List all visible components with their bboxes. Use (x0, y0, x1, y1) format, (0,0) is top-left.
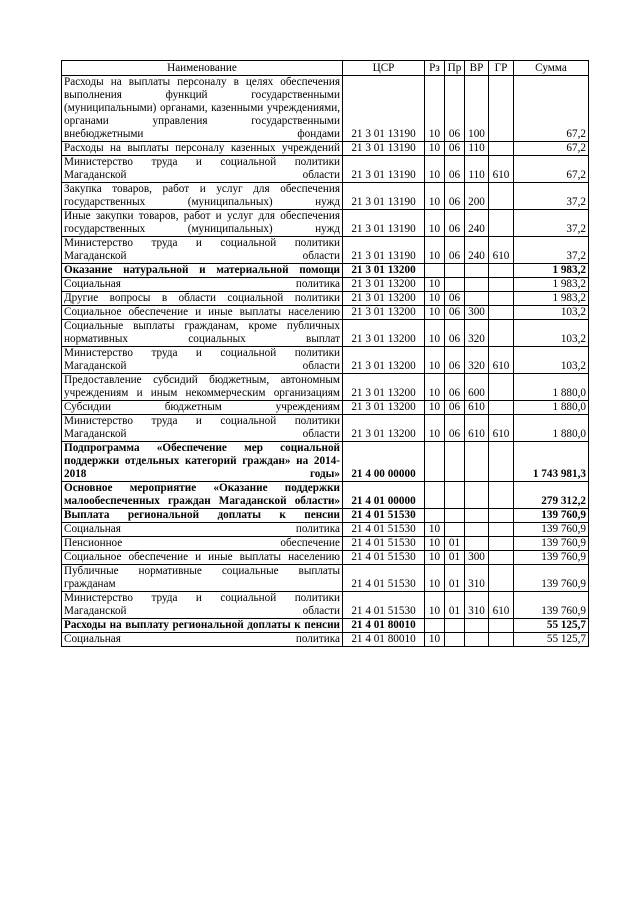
cell-pr (445, 482, 465, 509)
cell-vr: 240 (465, 237, 489, 264)
cell-sum: 139 760,9 (514, 537, 589, 551)
cell-name: Социальные выплаты гражданам, кроме публичных нормативных социальных выплат (62, 320, 343, 347)
cell-vr: 610 (465, 401, 489, 415)
cell-sum: 1 743 981,3 (514, 442, 589, 482)
cell-sum: 1 880,0 (514, 415, 589, 442)
cell-pr: 06 (445, 142, 465, 156)
cell-csr: 21 4 00 00000 (343, 442, 425, 482)
cell-name: Пенсионное обеспечение (62, 537, 343, 551)
cell-csr: 21 4 01 80010 (343, 633, 425, 647)
cell-name: Публичные нормативные социальные выплаты гражданам (62, 565, 343, 592)
cell-vr: 600 (465, 374, 489, 401)
header-sum: Сумма (514, 61, 589, 76)
cell-csr: 21 3 01 13190 (343, 210, 425, 237)
table-row (62, 210, 589, 237)
table-row (62, 183, 589, 210)
table-row (62, 347, 589, 374)
cell-rz: 10 (425, 237, 445, 264)
cell-name: Социальная политика (62, 633, 343, 647)
cell-name: Расходы на выплату региональной доплаты к пенсии (62, 619, 343, 633)
cell-vr: 320 (465, 347, 489, 374)
table-body (62, 76, 589, 647)
cell-sum: 139 760,9 (514, 551, 589, 565)
table-row (62, 156, 589, 183)
cell-pr (445, 523, 465, 537)
cell-csr: 21 3 01 13200 (343, 320, 425, 347)
cell-csr: 21 4 01 51530 (343, 592, 425, 619)
table-row (62, 565, 589, 592)
cell-gr (489, 210, 514, 237)
cell-gr (489, 565, 514, 592)
cell-gr (489, 401, 514, 415)
cell-name: Министерство труда и социальной политики Магаданской области (62, 237, 343, 264)
cell-rz: 10 (425, 210, 445, 237)
cell-vr (465, 537, 489, 551)
cell-sum: 67,2 (514, 142, 589, 156)
cell-vr: 110 (465, 142, 489, 156)
cell-pr: 06 (445, 374, 465, 401)
cell-vr: 300 (465, 306, 489, 320)
cell-csr: 21 3 01 13190 (343, 183, 425, 210)
cell-csr: 21 4 01 51530 (343, 523, 425, 537)
cell-gr (489, 509, 514, 523)
cell-pr (445, 264, 465, 278)
cell-pr (445, 633, 465, 647)
cell-pr: 06 (445, 347, 465, 374)
cell-sum: 279 312,2 (514, 482, 589, 509)
cell-sum: 1 880,0 (514, 401, 589, 415)
cell-rz: 10 (425, 278, 445, 292)
cell-gr: 610 (489, 592, 514, 619)
cell-pr: 01 (445, 537, 465, 551)
cell-rz: 10 (425, 592, 445, 619)
table-row (62, 320, 589, 347)
cell-vr (465, 442, 489, 482)
cell-pr: 01 (445, 592, 465, 619)
cell-vr: 320 (465, 320, 489, 347)
cell-sum: 139 760,9 (514, 565, 589, 592)
table-row (62, 292, 589, 306)
cell-name: Подпрограмма «Обеспечение мер социальной поддержки отдельных категорий граждан» на 2014-2018 годы» (62, 442, 343, 482)
table-row (62, 278, 589, 292)
table-row (62, 415, 589, 442)
cell-gr (489, 619, 514, 633)
cell-name: Оказание натуральной и материальной помощи (62, 264, 343, 278)
header-gr: ГР (489, 61, 514, 76)
cell-gr (489, 523, 514, 537)
cell-pr: 06 (445, 320, 465, 347)
cell-rz: 10 (425, 523, 445, 537)
table-row (62, 306, 589, 320)
cell-name: Социальная политика (62, 278, 343, 292)
cell-gr (489, 292, 514, 306)
table-row (62, 509, 589, 523)
cell-gr (489, 537, 514, 551)
cell-gr (489, 633, 514, 647)
cell-csr: 21 4 01 51530 (343, 565, 425, 592)
table-row (62, 619, 589, 633)
cell-csr: 21 3 01 13200 (343, 264, 425, 278)
cell-rz: 10 (425, 76, 445, 142)
cell-name: Закупка товаров, работ и услуг для обеспечения государственных (муниципальных) нужд (62, 183, 343, 210)
cell-rz (425, 509, 445, 523)
cell-rz: 10 (425, 142, 445, 156)
cell-sum: 1 983,2 (514, 292, 589, 306)
cell-vr (465, 292, 489, 306)
cell-sum: 67,2 (514, 156, 589, 183)
cell-rz: 10 (425, 401, 445, 415)
cell-gr (489, 374, 514, 401)
cell-name: Субсидии бюджетным учреждениям (62, 401, 343, 415)
cell-gr (489, 551, 514, 565)
cell-pr: 06 (445, 401, 465, 415)
cell-sum: 37,2 (514, 237, 589, 264)
cell-pr: 06 (445, 156, 465, 183)
cell-name: Выплата региональной доплаты к пенсии (62, 509, 343, 523)
cell-gr (489, 278, 514, 292)
cell-gr (489, 183, 514, 210)
cell-sum: 55 125,7 (514, 633, 589, 647)
cell-vr (465, 264, 489, 278)
cell-name: Министерство труда и социальной политики Магаданской области (62, 415, 343, 442)
header-rz: Рз (425, 61, 445, 76)
cell-gr (489, 142, 514, 156)
cell-vr (465, 482, 489, 509)
cell-rz: 10 (425, 633, 445, 647)
cell-sum: 1 880,0 (514, 374, 589, 401)
cell-vr: 110 (465, 156, 489, 183)
cell-pr: 06 (445, 183, 465, 210)
cell-pr: 06 (445, 415, 465, 442)
cell-pr (445, 509, 465, 523)
cell-csr: 21 3 01 13200 (343, 306, 425, 320)
header-pr: Пр (445, 61, 465, 76)
cell-rz: 10 (425, 347, 445, 374)
cell-name: Предоставление субсидий бюджетным, автономным учреждениям и иным некоммерческим организациям (62, 374, 343, 401)
cell-rz: 10 (425, 292, 445, 306)
table-row (62, 592, 589, 619)
cell-gr (489, 442, 514, 482)
cell-vr (465, 523, 489, 537)
cell-name: Министерство труда и социальной политики Магаданской области (62, 347, 343, 374)
cell-sum: 55 125,7 (514, 619, 589, 633)
cell-sum: 139 760,9 (514, 509, 589, 523)
cell-pr: 06 (445, 306, 465, 320)
cell-gr: 610 (489, 347, 514, 374)
cell-sum: 1 983,2 (514, 278, 589, 292)
table-row (62, 237, 589, 264)
cell-gr (489, 306, 514, 320)
table-row (62, 551, 589, 565)
cell-pr (445, 619, 465, 633)
table-row (62, 523, 589, 537)
cell-rz: 10 (425, 415, 445, 442)
table-row (62, 482, 589, 509)
cell-csr: 21 4 01 00000 (343, 482, 425, 509)
cell-csr: 21 3 01 13200 (343, 292, 425, 306)
cell-vr: 310 (465, 592, 489, 619)
header-vr: ВР (465, 61, 489, 76)
cell-rz: 10 (425, 320, 445, 347)
cell-rz (425, 264, 445, 278)
cell-gr (489, 320, 514, 347)
table-row (62, 633, 589, 647)
cell-sum: 37,2 (514, 183, 589, 210)
cell-vr: 300 (465, 551, 489, 565)
cell-csr: 21 3 01 13200 (343, 347, 425, 374)
cell-name: Социальная политика (62, 523, 343, 537)
cell-pr: 01 (445, 565, 465, 592)
cell-name: Другие вопросы в области социальной политики (62, 292, 343, 306)
cell-name: Расходы на выплаты персоналу казенных учреждений (62, 142, 343, 156)
cell-vr (465, 278, 489, 292)
cell-pr: 01 (445, 551, 465, 565)
cell-vr: 610 (465, 415, 489, 442)
cell-csr: 21 3 01 13200 (343, 374, 425, 401)
table-row (62, 264, 589, 278)
cell-pr: 06 (445, 76, 465, 142)
cell-csr: 21 3 01 13190 (343, 142, 425, 156)
cell-csr: 21 3 01 13200 (343, 278, 425, 292)
table-header-row (62, 61, 589, 76)
cell-name: Министерство труда и социальной политики Магаданской области (62, 592, 343, 619)
cell-rz (425, 442, 445, 482)
cell-rz: 10 (425, 306, 445, 320)
cell-name: Расходы на выплаты персоналу в целях обеспечения выполнения функций государственными (муниципальными) органами, казенными учреждениями, органами управления государственными внебюджетными фондами (62, 76, 343, 142)
cell-rz: 10 (425, 156, 445, 183)
cell-sum: 139 760,9 (514, 592, 589, 619)
cell-csr: 21 3 01 13200 (343, 415, 425, 442)
cell-sum: 103,2 (514, 347, 589, 374)
cell-gr: 610 (489, 156, 514, 183)
cell-name: Иные закупки товаров, работ и услуг для обеспечения государственных (муниципальных) нужд (62, 210, 343, 237)
cell-rz: 10 (425, 374, 445, 401)
cell-csr: 21 3 01 13190 (343, 156, 425, 183)
cell-rz: 10 (425, 183, 445, 210)
cell-vr (465, 619, 489, 633)
cell-rz: 10 (425, 537, 445, 551)
cell-rz: 10 (425, 565, 445, 592)
header-csr: ЦСР (343, 61, 425, 76)
table-row (62, 76, 589, 142)
cell-pr: 06 (445, 292, 465, 306)
cell-csr: 21 3 01 13190 (343, 76, 425, 142)
cell-pr (445, 278, 465, 292)
cell-sum: 37,2 (514, 210, 589, 237)
budget-table (61, 60, 589, 647)
cell-vr: 100 (465, 76, 489, 142)
cell-pr: 06 (445, 210, 465, 237)
cell-gr: 610 (489, 237, 514, 264)
cell-csr: 21 4 01 51530 (343, 509, 425, 523)
table-row (62, 142, 589, 156)
cell-vr: 310 (465, 565, 489, 592)
cell-sum: 103,2 (514, 320, 589, 347)
cell-gr (489, 76, 514, 142)
cell-csr: 21 4 01 51530 (343, 551, 425, 565)
table-row (62, 537, 589, 551)
cell-sum: 103,2 (514, 306, 589, 320)
cell-pr: 06 (445, 237, 465, 264)
cell-sum: 139 760,9 (514, 523, 589, 537)
cell-rz (425, 482, 445, 509)
cell-vr: 200 (465, 183, 489, 210)
cell-name: Социальное обеспечение и иные выплаты населению (62, 306, 343, 320)
cell-rz (425, 619, 445, 633)
cell-pr (445, 442, 465, 482)
cell-csr: 21 3 01 13190 (343, 237, 425, 264)
table-row (62, 401, 589, 415)
cell-vr (465, 633, 489, 647)
cell-csr: 21 4 01 51530 (343, 537, 425, 551)
table-row (62, 442, 589, 482)
cell-gr (489, 482, 514, 509)
cell-name: Социальное обеспечение и иные выплаты населению (62, 551, 343, 565)
cell-gr (489, 264, 514, 278)
cell-name: Основное мероприятие «Оказание поддержки малообеспеченных граждан Магаданской области» (62, 482, 343, 509)
cell-gr: 610 (489, 415, 514, 442)
header-name: Наименование (62, 61, 343, 76)
cell-name: Министерство труда и социальной политики Магаданской области (62, 156, 343, 183)
cell-sum: 1 983,2 (514, 264, 589, 278)
cell-rz: 10 (425, 551, 445, 565)
cell-csr: 21 3 01 13200 (343, 401, 425, 415)
table-row (62, 374, 589, 401)
cell-vr (465, 509, 489, 523)
cell-vr: 240 (465, 210, 489, 237)
cell-csr: 21 4 01 80010 (343, 619, 425, 633)
cell-sum: 67,2 (514, 76, 589, 142)
